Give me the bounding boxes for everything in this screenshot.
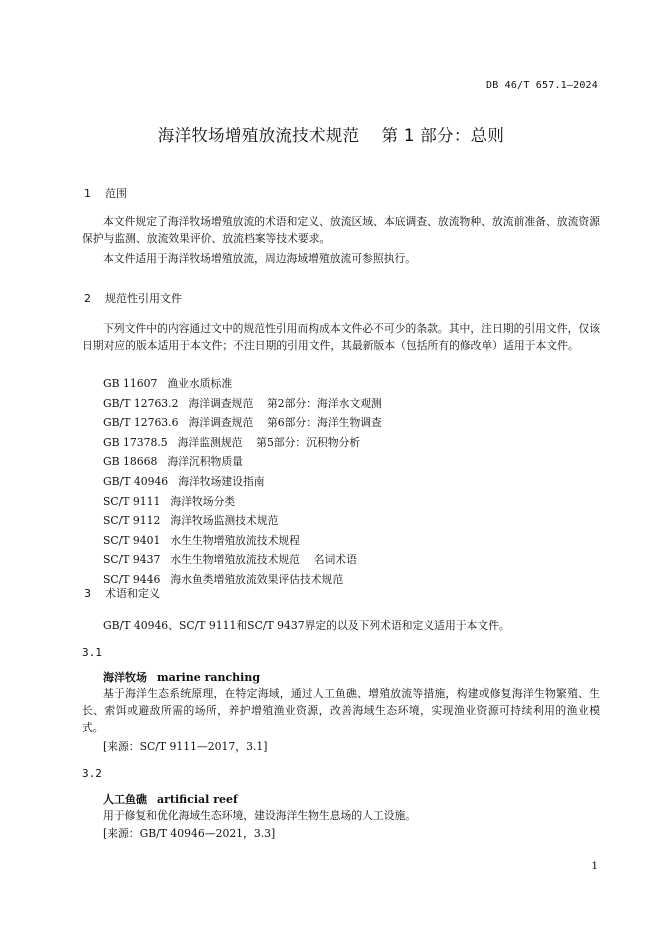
document-title: 海洋牧场增殖放流技术规范 第 1 部分：总则 [157, 126, 505, 145]
term-chinese: 海洋牧场 [103, 671, 147, 684]
clause-number: 3.2 [82, 767, 102, 780]
clause-number: 3.1 [82, 646, 102, 659]
reference-title: 水生生物增殖放流技术规范 名词术语 [170, 553, 357, 567]
reference-item [103, 511, 382, 531]
reference-item [103, 492, 382, 512]
page-number: 1 [591, 860, 598, 872]
section-title: 术语和定义 [105, 587, 160, 600]
reference-title: 渔业水质标准 [167, 377, 233, 390]
reference-code: SC/T 9446 [103, 572, 161, 586]
reference-title: 海洋牧场建设指南 [178, 474, 265, 488]
reference-code: SC/T 9437 [103, 553, 161, 567]
reference-code: SC/T 9112 [103, 514, 161, 528]
section-heading-terms-and-definitions [84, 585, 160, 601]
reference-item [103, 550, 382, 570]
reference-list [103, 374, 382, 590]
reference-item [103, 531, 382, 551]
section-heading-scope [84, 185, 127, 201]
reference-code: GB/T 12763.2 [103, 396, 179, 410]
term-english: artificial reef [157, 793, 238, 806]
reference-item [103, 433, 382, 453]
reference-code: GB/T 12763.6 [103, 416, 179, 430]
term-source: [来源：GB/T 40946—2021，3.3] [103, 827, 276, 840]
section-title: 范围 [105, 187, 127, 200]
section-title: 规范性引用文件 [105, 292, 182, 305]
normative-intro-paragraph: 下列文件中的内容通过文中的规范性引用而构成本文件必不可少的条款。其中，注日期的引用文件，仅该日期对应的版本适用于本文件；不注日期的引用文件，其最新版本（包括所有的修改单）适用于本文件。 [82, 322, 600, 352]
reference-item [103, 413, 382, 433]
reference-title: 海洋牧场监测技术规范 [170, 514, 279, 528]
reference-code: SC/T 9111 [103, 494, 161, 508]
section-number: 2 [84, 292, 91, 305]
terms-intro-paragraph: GB/T 40946、SC/T 9111和SC/T 9437界定的以及下列术语和定义适用于本文件。 [103, 619, 510, 632]
reference-title: 海洋监测规范 第5部分：沉积物分析 [177, 435, 361, 449]
term-source: [来源：SC/T 9111—2017，3.1] [103, 740, 268, 753]
reference-title: 海洋调查规范 第6部分：海洋生物调查 [188, 416, 382, 430]
reference-title: 海水鱼类增殖放流效果评估技术规范 [170, 572, 344, 586]
reference-code: SC/T 9401 [103, 533, 161, 547]
reference-item [103, 472, 382, 492]
reference-code: GB 11607 [103, 377, 158, 390]
term-definition: 用于修复和优化海域生态环境，建设海洋生物生息场的人工设施。 [103, 809, 417, 822]
section-number: 1 [84, 187, 91, 200]
section-number: 3 [84, 587, 91, 600]
reference-item [103, 452, 382, 472]
scope-paragraph: 本文件规定了海洋牧场增殖放流的术语和定义、放流区域、本底调查、放流物种、放流前准备、放流资源保护与监测、放流效果评价、放流档案等技术要求。 [82, 215, 600, 245]
reference-item [103, 394, 382, 414]
term-chinese: 人工鱼礁 [103, 793, 147, 806]
document-code: DB 46/T 657.1—2024 [486, 80, 598, 91]
section-heading-normative-references [84, 290, 182, 306]
reference-title: 海洋调查规范 第2部分：海洋水文观测 [188, 396, 382, 410]
term-entry [103, 791, 238, 807]
reference-title: 海洋牧场分类 [170, 494, 236, 508]
reference-code: GB 18668 [103, 455, 158, 469]
reference-code: GB 17378.5 [103, 435, 168, 449]
reference-item [103, 374, 382, 394]
reference-title: 海洋沉积物质量 [167, 455, 243, 469]
scope-applicability-paragraph: 本文件适用于海洋牧场增殖放流，周边海域增殖放流可参照执行。 [103, 252, 417, 265]
reference-code: GB/T 40946 [103, 474, 169, 488]
reference-title: 水生生物增殖放流技术规程 [170, 533, 300, 547]
term-entry [103, 669, 260, 685]
term-definition: 基于海洋生态系统原理，在特定海域，通过人工鱼礁、增殖放流等措施，构建或修复海洋生物繁殖、生长、索饵或避敌所需的场所，养护增殖渔业资源，改善海域生态环境，实现渔业资源可持续利用的渔业模式。 [82, 687, 600, 734]
term-english: marine ranching [157, 671, 261, 684]
